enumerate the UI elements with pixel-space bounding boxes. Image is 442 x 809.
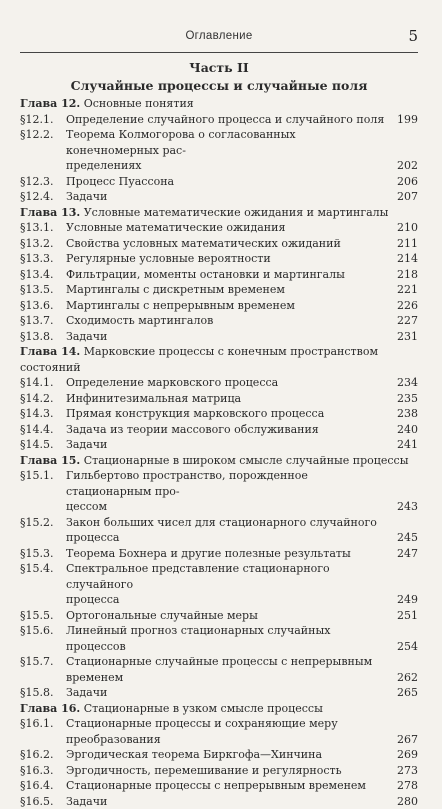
section-number: §13.4. — [20, 267, 66, 283]
header-rule — [20, 52, 418, 53]
section-number: §14.4. — [20, 422, 66, 438]
section-number: §15.8. — [20, 685, 66, 701]
section-title-line: Задачи — [66, 329, 390, 345]
section-body — [66, 763, 418, 779]
section-number: §14.3. — [20, 406, 66, 422]
section-title-line: Стационарные случайные процессы с непрерывным временем — [66, 654, 390, 685]
toc-entry[interactable] — [20, 329, 418, 345]
toc-entry[interactable] — [20, 747, 418, 763]
section-body — [66, 375, 418, 391]
chapter-title: Основные понятия — [84, 97, 194, 110]
section-number: §16.1. — [20, 716, 66, 747]
section-page-number: 278 — [397, 778, 418, 794]
toc-entry[interactable] — [20, 267, 418, 283]
section-page-number: 245 — [397, 530, 418, 546]
section-page-number: 214 — [397, 251, 418, 267]
section-title-line: Свойства условных математических ожиданий — [66, 236, 390, 252]
section-title-line: Сходимость мартингалов — [66, 313, 390, 329]
section-title-line: Мартингалы с непрерывным временем — [66, 298, 390, 314]
section-body — [66, 546, 418, 562]
section-title-line: Задачи — [66, 685, 390, 701]
section-number: §12.3. — [20, 174, 66, 190]
section-page-number: 267 — [397, 732, 418, 748]
section-title-line: Спектральное представление стационарного случайного — [66, 561, 390, 592]
section-title-line: Определение случайного процесса и случайного поля — [66, 112, 390, 128]
chapter-label: Глава 13. — [20, 206, 80, 219]
section-page-number: 211 — [397, 236, 418, 252]
toc-entry[interactable] — [20, 220, 418, 236]
section-number: §16.5. — [20, 794, 66, 809]
section-body — [66, 236, 418, 252]
chapter-heading[interactable] — [20, 205, 418, 221]
section-number: §15.6. — [20, 623, 66, 654]
section-body — [66, 778, 418, 794]
section-page-number: 269 — [397, 747, 418, 763]
section-page-number: 234 — [397, 375, 418, 391]
toc-entry[interactable] — [20, 406, 418, 422]
section-body — [66, 112, 418, 128]
section-number: §14.2. — [20, 391, 66, 407]
toc-entry[interactable] — [20, 251, 418, 267]
part-subtitle: Случайные процессы и случайные поля — [20, 78, 418, 93]
section-body — [66, 267, 418, 283]
toc-entry[interactable] — [20, 763, 418, 779]
toc-entry[interactable] — [20, 623, 418, 654]
section-number: §16.4. — [20, 778, 66, 794]
section-number: §15.4. — [20, 561, 66, 608]
chapter-heading[interactable] — [20, 344, 418, 375]
toc-entry[interactable] — [20, 778, 418, 794]
section-page-number: 210 — [397, 220, 418, 236]
section-title-line: Задачи — [66, 437, 390, 453]
section-title-line: Задача из теории массового обслуживания — [66, 422, 390, 438]
section-page-number: 251 — [397, 608, 418, 624]
section-title-line: Прямая конструкция марковского процесса — [66, 406, 390, 422]
toc-entry[interactable] — [20, 794, 418, 809]
section-title-line: Закон больших чисел для стационарного случайного процесса — [66, 515, 390, 546]
part-title: Часть II — [20, 60, 418, 75]
section-title-line: Инфинитезимальная матрица — [66, 391, 390, 407]
section-body — [66, 391, 418, 407]
section-number: §12.2. — [20, 127, 66, 174]
section-number: §13.6. — [20, 298, 66, 314]
chapter-heading[interactable] — [20, 453, 418, 469]
toc-entry[interactable] — [20, 608, 418, 624]
section-page-number: 231 — [397, 329, 418, 345]
toc-entry[interactable] — [20, 375, 418, 391]
chapter-label: Глава 14. — [20, 345, 80, 358]
toc-entry[interactable] — [20, 654, 418, 685]
section-title-line: Условные математические ожидания — [66, 220, 390, 236]
toc-entry[interactable] — [20, 437, 418, 453]
chapter-heading[interactable] — [20, 96, 418, 112]
section-body — [66, 623, 418, 654]
section-body — [66, 794, 418, 809]
toc-entry[interactable] — [20, 685, 418, 701]
section-body — [66, 282, 418, 298]
section-body — [66, 468, 418, 515]
table-of-contents — [20, 96, 418, 809]
section-body — [66, 747, 418, 763]
section-page-number: 235 — [397, 391, 418, 407]
section-body — [66, 298, 418, 314]
section-page-number: 202 — [397, 158, 418, 174]
chapter-title: Стационарные в узком смысле процессы — [84, 702, 323, 715]
section-title-line: Теорема Бохнера и другие полезные результаты — [66, 546, 390, 562]
toc-entry[interactable] — [20, 174, 418, 190]
toc-entry[interactable] — [20, 391, 418, 407]
section-number: §15.5. — [20, 608, 66, 624]
section-title-line: цессом — [66, 499, 390, 515]
section-body — [66, 515, 418, 546]
section-title-line: Теорема Колмогорова о согласованных конечномерных рас- — [66, 127, 390, 158]
section-number: §13.5. — [20, 282, 66, 298]
toc-entry[interactable] — [20, 468, 418, 515]
section-body — [66, 654, 418, 685]
section-page-number: 240 — [397, 422, 418, 438]
section-number: §12.4. — [20, 189, 66, 205]
running-header — [20, 30, 418, 50]
section-number: §15.1. — [20, 468, 66, 515]
section-page-number: 226 — [397, 298, 418, 314]
section-body — [66, 329, 418, 345]
section-page-number: 280 — [397, 794, 418, 809]
section-title-line: Линейный прогноз стационарных случайных процессов — [66, 623, 390, 654]
section-title-line: Эргодичность, перемешивание и регулярность — [66, 763, 390, 779]
section-number: §13.2. — [20, 236, 66, 252]
section-title-line: Задачи — [66, 189, 390, 205]
chapter-title: Марковские процессы с конечным пространством состояний — [20, 345, 378, 374]
toc-entry[interactable] — [20, 189, 418, 205]
toc-entry[interactable] — [20, 561, 418, 608]
page-number: 5 — [408, 27, 418, 45]
toc-entry[interactable] — [20, 236, 418, 252]
section-title-line: Регулярные условные вероятности — [66, 251, 390, 267]
chapter-title: Условные математические ожидания и мартингалы — [84, 206, 389, 219]
toc-entry[interactable] — [20, 112, 418, 128]
chapter-label: Глава 12. — [20, 97, 80, 110]
section-page-number: 241 — [397, 437, 418, 453]
section-number: §13.1. — [20, 220, 66, 236]
section-body — [66, 422, 418, 438]
section-number: §13.8. — [20, 329, 66, 345]
section-number: §13.3. — [20, 251, 66, 267]
section-title-line: Гильбертово пространство, порожденное стационарным про- — [66, 468, 390, 499]
header-title: Оглавление — [20, 30, 418, 42]
chapter-label: Глава 15. — [20, 454, 80, 467]
section-number: §12.1. — [20, 112, 66, 128]
toc-entry[interactable] — [20, 716, 418, 747]
section-page-number: 221 — [397, 282, 418, 298]
section-number: §14.1. — [20, 375, 66, 391]
section-page-number: 249 — [397, 592, 418, 608]
section-page-number: 238 — [397, 406, 418, 422]
section-body — [66, 127, 418, 174]
section-body — [66, 608, 418, 624]
toc-entry[interactable] — [20, 515, 418, 546]
section-title-line: Определение марковского процесса — [66, 375, 390, 391]
section-title-line: Фильтрации, моменты остановки и мартингалы — [66, 267, 390, 283]
section-page-number: 262 — [397, 670, 418, 686]
section-page-number: 273 — [397, 763, 418, 779]
section-body — [66, 437, 418, 453]
toc-entry[interactable] — [20, 546, 418, 562]
section-title-line: Ортогональные случайные меры — [66, 608, 390, 624]
section-title-line: преобразования — [66, 732, 390, 748]
toc-entry[interactable] — [20, 282, 418, 298]
section-page-number: 265 — [397, 685, 418, 701]
section-title-line: Мартингалы с дискретным временем — [66, 282, 390, 298]
section-number: §13.7. — [20, 313, 66, 329]
section-body — [66, 685, 418, 701]
section-title-line: Эргодическая теорема Биркгофа—Хинчина — [66, 747, 390, 763]
chapter-heading[interactable] — [20, 701, 418, 717]
section-page-number: 207 — [397, 189, 418, 205]
section-number: §15.2. — [20, 515, 66, 546]
section-number: §15.3. — [20, 546, 66, 562]
section-page-number: 247 — [397, 546, 418, 562]
section-number: §14.5. — [20, 437, 66, 453]
toc-entry[interactable] — [20, 313, 418, 329]
section-page-number: 206 — [397, 174, 418, 190]
section-body — [66, 313, 418, 329]
section-body — [66, 561, 418, 608]
section-number: §16.2. — [20, 747, 66, 763]
section-body — [66, 406, 418, 422]
toc-entry[interactable] — [20, 298, 418, 314]
chapter-title: Стационарные в широком смысле случайные процессы — [84, 454, 409, 467]
section-body — [66, 174, 418, 190]
section-title-line: Стационарные процессы с непрерывным временем — [66, 778, 390, 794]
section-page-number: 227 — [397, 313, 418, 329]
toc-entry[interactable] — [20, 127, 418, 174]
section-number: §15.7. — [20, 654, 66, 685]
section-title-line: Задачи — [66, 794, 390, 809]
toc-entry[interactable] — [20, 422, 418, 438]
chapter-label: Глава 16. — [20, 702, 80, 715]
section-title-line: пределениях — [66, 158, 390, 174]
section-body — [66, 220, 418, 236]
section-page-number: 218 — [397, 267, 418, 283]
section-body — [66, 251, 418, 267]
section-page-number: 199 — [397, 112, 418, 128]
section-page-number: 243 — [397, 499, 418, 515]
section-page-number: 254 — [397, 639, 418, 655]
section-title-line: Стационарные процессы и сохраняющие меру — [66, 716, 390, 732]
section-title-line: Процесс Пуассона — [66, 174, 390, 190]
section-body — [66, 189, 418, 205]
section-body — [66, 716, 418, 747]
section-title-line: процесса — [66, 592, 390, 608]
section-number: §16.3. — [20, 763, 66, 779]
